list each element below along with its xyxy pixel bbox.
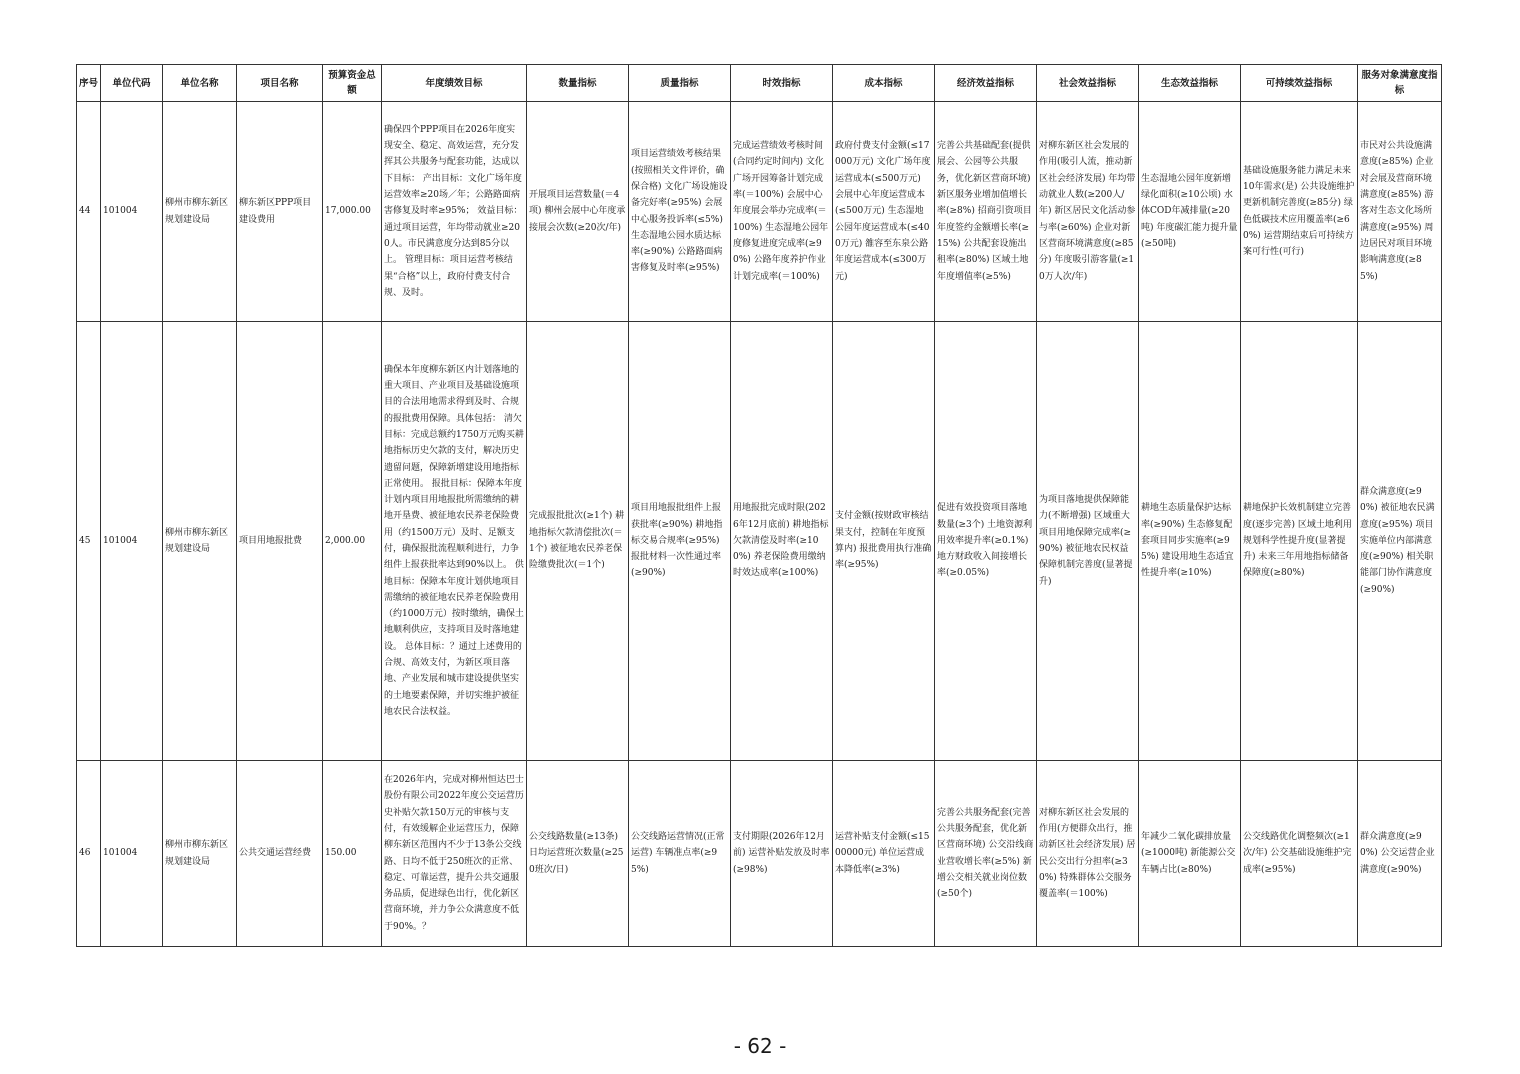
ecological-indicator: 耕地生态质量保护达标率(≥90%) 生态修复配套项目同步实施率(≥95%) 建设用地生态适宜性提升率(≥10%) bbox=[1139, 322, 1241, 761]
satisfaction-indicator: 群众满意度(≥90%) 公交运营企业满意度(≥90%) bbox=[1358, 761, 1442, 947]
header-cell: 成本指标 bbox=[833, 65, 935, 102]
header-cell: 生态效益指标 bbox=[1139, 65, 1241, 102]
quantity-indicator: 开展项目运营数量(＝4项) 柳州会展中心年度承接展会次数(≥20次/年) bbox=[527, 102, 629, 322]
quality-indicator: 项目用地报批组件上报获批率(≥90%) 耕地指标交易合规率(≥95%) 报批材料一次性通过率(≥90%) bbox=[629, 322, 731, 761]
quantity-indicator: 完成报批批次(≥1个) 耕地指标欠款清偿批次(＝1个) 被征地农民养老保险缴费批次(＝1个) bbox=[527, 322, 629, 761]
table-row bbox=[77, 761, 1442, 947]
row-number: 45 bbox=[77, 322, 101, 761]
header-cell: 时效指标 bbox=[731, 65, 833, 102]
header-cell: 数量指标 bbox=[527, 65, 629, 102]
unit-code: 101004 bbox=[101, 102, 163, 322]
ecological-indicator: 生态湿地公园年度新增绿化面积(≥10公顷) 水体COD年减排量(≥20吨) 年度碳汇能力提升量(≥50吨) bbox=[1139, 102, 1241, 322]
annual-goal: 确保四个PPP项目在2026年度实现安全、稳定、高效运营，充分发挥其公共服务与配套功能，达成以下目标： 产出目标：文化广场年度运营效率≥20场／年；公路路面病害修复及时率≥95%； 效益目标：通过项目运营，年均带动就业≥200人。市民满意度分达到85分以上。 管理目标：项目运营考核结果“合格”以上，政府付费支付合规、及时。 bbox=[382, 102, 527, 322]
budget-amount: 150.00 bbox=[323, 761, 382, 947]
satisfaction-indicator: 群众满意度(≥90%) 被征地农民满意度(≥95%) 项目实施单位内部满意度(≥90%) 相关职能部门协作满意度(≥90%) bbox=[1358, 322, 1442, 761]
cost-indicator: 支付金额(按财政审核结果支付，控制在年度预算内) 报批费用执行准确率(≥95%) bbox=[833, 322, 935, 761]
social-indicator: 对柳东新区社会发展的作用(方便群众出行，推动新区社会经济发展) 居民公交出行分担率(≥30%) 特殊群体公交服务覆盖率(＝100%) bbox=[1037, 761, 1139, 947]
timeliness-indicator: 用地报批完成时限(2026年12月底前) 耕地指标欠款清偿及时率(≥100%) 养老保险费用缴纳时效达成率(≥100%) bbox=[731, 322, 833, 761]
sustainability-indicator: 基础设施服务能力满足未来10年需求(是) 公共设施维护更新机制完善度(≥85分) 绿色低碳技术应用覆盖率(≥60%) 运营期结束后可持续方案可行性(可行) bbox=[1241, 102, 1358, 322]
header-row bbox=[77, 65, 1442, 102]
cost-indicator: 政府付费支付金额(≤17000万元) 文化广场年度运营成本(≤500万元) 会展中心年度运营成本(≤500万元) 生态湿地公园年度运营成本(≤400万元) 雒容至东泉公路年度运营成本(≤300万元) bbox=[833, 102, 935, 322]
quality-indicator: 公交线路运营情况(正常运营) 车辆准点率(≥95%) bbox=[629, 761, 731, 947]
ecological-indicator: 年减少二氧化碳排放量(≥1000吨) 新能源公交车辆占比(≥80%) bbox=[1139, 761, 1241, 947]
sustainability-indicator: 耕地保护长效机制建立完善度(逐步完善) 区域土地利用规划科学性提升度(显著提升) 未来三年用地指标储备保障度(≥80%) bbox=[1241, 322, 1358, 761]
annual-goal: 确保本年度柳东新区内计划落地的重大项目、产业项目及基础设施项目的合法用地需求得到及时、合规的报批费用保障。具体包括： 清欠目标：完成总额约1750万元购买耕地指标历史欠款的支付，解决历史遗留问题，保障新增建设用地指标正常使用。 报批目标：保障本年度计划内项目用地报批所需缴纳的耕地开垦费、被征地农民养老保险费用（约1500万元）及时、足额支付，确保报批流程顺利进行，力争组件上报获批率达到90%以上。 供地目标：保障本年度计划供地项目需缴纳的被征地农民养老保险费用（约1000万元）按时缴纳，确保土地顺利供应，支持项目及时落地建设。 总体目标：？通过上述费用的合规、高效支付，为新区项目落地、产业发展和城市建设提供坚实的土地要素保障，并切实维护被征地农民合法权益。 bbox=[382, 322, 527, 761]
timeliness-indicator: 支付期限(2026年12月前) 运营补贴发放及时率(≥98%) bbox=[731, 761, 833, 947]
unit-name: 柳州市柳东新区规划建设局 bbox=[163, 322, 237, 761]
economic-indicator: 完善公共基础配套(提供展会、公园等公共服务，优化新区营商环境) 新区服务业增加值增长率(≥8%) 招商引资项目年度签约金额增长率(≥15%) 公共配套设施出租率(≥80%) 区域土地年度增值率(≥5%) bbox=[935, 102, 1037, 322]
unit-code: 101004 bbox=[101, 761, 163, 947]
quantity-indicator: 公交线路数量(≥13条) 日均运营班次数量(≥250班次/日) bbox=[527, 761, 629, 947]
header-cell: 单位名称 bbox=[163, 65, 237, 102]
satisfaction-indicator: 市民对公共设施满意度(≥85%) 企业对会展及营商环境满意度(≥85%) 游客对生态文化场所满意度(≥95%) 周边居民对项目环境影响满意度(≥85%) bbox=[1358, 102, 1442, 322]
annual-goal: 在2026年内，完成对柳州恒达巴士股份有限公司2022年度公交运营历史补贴欠款150万元的审核与支付，有效缓解企业运营压力，保障柳东新区范围内不少于13条公交线路、日均不低于250班次的正常、稳定、可靠运营，提升公共交通服务品质，促进绿色出行，优化新区营商环境，并力争公众满意度不低于90%。？ bbox=[382, 761, 527, 947]
header-cell: 社会效益指标 bbox=[1037, 65, 1139, 102]
header-cell: 单位代码 bbox=[101, 65, 163, 102]
header-cell: 预算资金总额 bbox=[323, 65, 382, 102]
economic-indicator: 促进有效投资项目落地数量(≥3个) 土地资源利用效率提升率(≥0.1%) 地方财政收入间接增长率(≥0.05%) bbox=[935, 322, 1037, 761]
header-cell: 经济效益指标 bbox=[935, 65, 1037, 102]
project-name: 项目用地报批费 bbox=[237, 322, 323, 761]
project-name: 公共交通运营经费 bbox=[237, 761, 323, 947]
budget-amount: 2,000.00 bbox=[323, 322, 382, 761]
row-number: 44 bbox=[77, 102, 101, 322]
cost-indicator: 运营补贴支付金额(≤1500000元) 单位运营成本降低率(≥3%) bbox=[833, 761, 935, 947]
timeliness-indicator: 完成运营绩效考核时间(合同约定时间内) 文化广场开园筹备计划完成率(＝100%) 会展中心年度展会举办完成率(＝100%) 生态湿地公园年度修复进度完成率(≥90%) 公路年度养护作业计划完成率(＝100%) bbox=[731, 102, 833, 322]
budget-amount: 17,000.00 bbox=[323, 102, 382, 322]
header-cell: 年度绩效目标 bbox=[382, 65, 527, 102]
page-number: - 62 - bbox=[733, 1034, 787, 1058]
header-cell: 可持续效益指标 bbox=[1241, 65, 1358, 102]
header-cell: 服务对象满意度指标 bbox=[1358, 65, 1442, 102]
performance-table bbox=[76, 64, 1442, 947]
sustainability-indicator: 公交线路优化调整频次(≥1次/年) 公交基础设施维护完成率(≥95%) bbox=[1241, 761, 1358, 947]
project-name: 柳东新区PPP项目建设费用 bbox=[237, 102, 323, 322]
social-indicator: 对柳东新区社会发展的作用(吸引人流，推动新区社会经济发展) 年均带动就业人数(≥200人/年) 新区居民文化活动参与率(≥60%) 企业对新区营商环境满意度(≥85分) 年度吸引游客量(≥10万人次/年) bbox=[1037, 102, 1139, 322]
table-row bbox=[77, 102, 1442, 322]
unit-name: 柳州市柳东新区规划建设局 bbox=[163, 761, 237, 947]
economic-indicator: 完善公共服务配套(完善公共服务配套，优化新区营商环境) 公交沿线商业营收增长率(≥5%) 新增公交相关就业岗位数(≥50个) bbox=[935, 761, 1037, 947]
unit-code: 101004 bbox=[101, 322, 163, 761]
header-cell: 质量指标 bbox=[629, 65, 731, 102]
row-number: 46 bbox=[77, 761, 101, 947]
social-indicator: 为项目落地提供保障能力(不断增强) 区域重大项目用地保障完成率(≥90%) 被征地农民权益保障机制完善度(显著提升) bbox=[1037, 322, 1139, 761]
header-cell: 项目名称 bbox=[237, 65, 323, 102]
quality-indicator: 项目运营绩效考核结果(按照相关文件评价，确保合格) 文化广场设施设备完好率(≥95%) 会展中心服务投诉率(≤5%) 生态湿地公园水质达标率(≥90%) 公路路面病害修复及时率(≥95%) bbox=[629, 102, 731, 322]
unit-name: 柳州市柳东新区规划建设局 bbox=[163, 102, 237, 322]
header-cell: 序号 bbox=[77, 65, 101, 102]
table-row bbox=[77, 322, 1442, 761]
